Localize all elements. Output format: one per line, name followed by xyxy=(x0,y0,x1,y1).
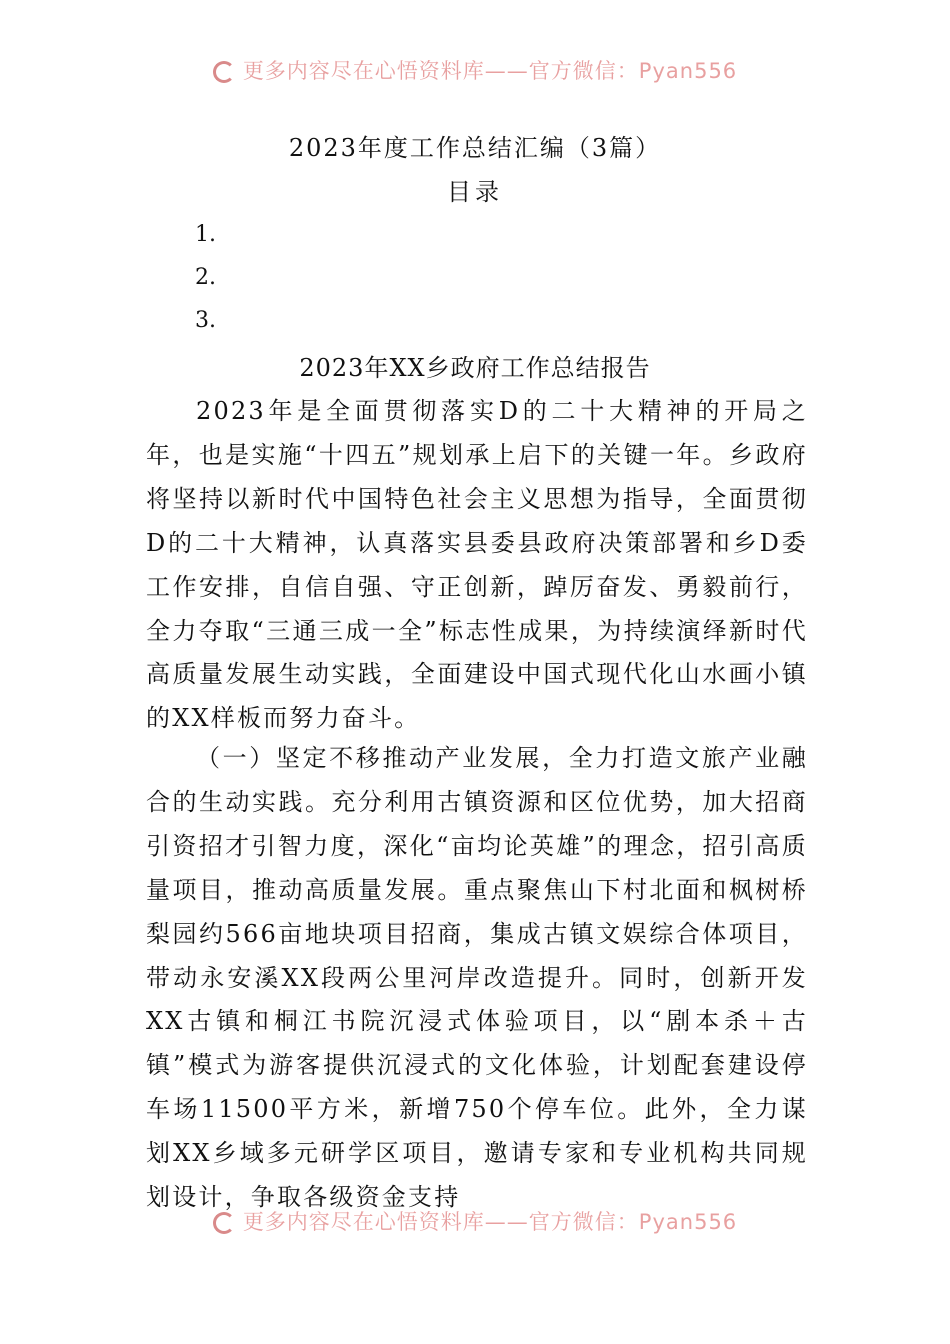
watermark-bottom xyxy=(0,1206,950,1236)
toc-item-2[interactable]: 2. xyxy=(195,265,216,290)
watermark-logo-icon xyxy=(213,61,235,83)
watermark-logo-icon xyxy=(213,1212,235,1234)
paragraph-industry: （一）坚定不移推动产业发展，全力打造文旅产业融合的生动实践。充分利用古镇资源和区位优势，加大招商引资招才引智力度，深化“亩均论英雄”的理念，招引高质量项目，推动高质量发展。重点聚焦山下村北面和枫树桥梨园约566亩地块项目招商，集成古镇文娱综合体项目，带动永安溪XX段两公里河岸改造提升。同时，创新开发XX古镇和桐江书院沉浸式体验项目，以“剧本杀＋古镇”模式为游客提供沉浸式的文化体验，计划配套建设停车场11500平方米，新增750个停车位。此外，全力谋划XX乡域多元研学区项目，邀请专家和专业机构共同规划设计，争取各级资金支持 xyxy=(146,744,808,1212)
watermark-text: 更多内容尽在心悟资料库——官方微信：Pyan556 xyxy=(242,59,738,83)
document-title: 2023年度工作总结汇编（3篇） xyxy=(288,134,662,162)
watermark-text: 更多内容尽在心悟资料库——官方微信：Pyan556 xyxy=(242,1210,738,1234)
toc-item-1[interactable]: 1. xyxy=(195,222,216,247)
watermark-top xyxy=(0,55,950,85)
toc-item-3[interactable]: 3. xyxy=(195,308,216,333)
toc-heading: 目录 xyxy=(447,178,503,206)
section-title: 2023年XX乡政府工作总结报告 xyxy=(299,354,651,382)
paragraph-intro: 2023年是全面贯彻落实D的二十大精神的开局之年，也是实施“十四五”规划承上启下的关键一年。乡政府将坚持以新时代中国特色社会主义思想为指导，全面贯彻D的二十大精神，认真落实县委县政府决策部署和乡D委工作安排，自信自强、守正创新，踔厉奋发、勇毅前行，全力夺取“三通三成一全”标志性成果，为持续演绎新时代高质量发展生动实践，全面建设中国式现代化山水画小镇的XX样板而努力奋斗。 xyxy=(146,397,808,733)
